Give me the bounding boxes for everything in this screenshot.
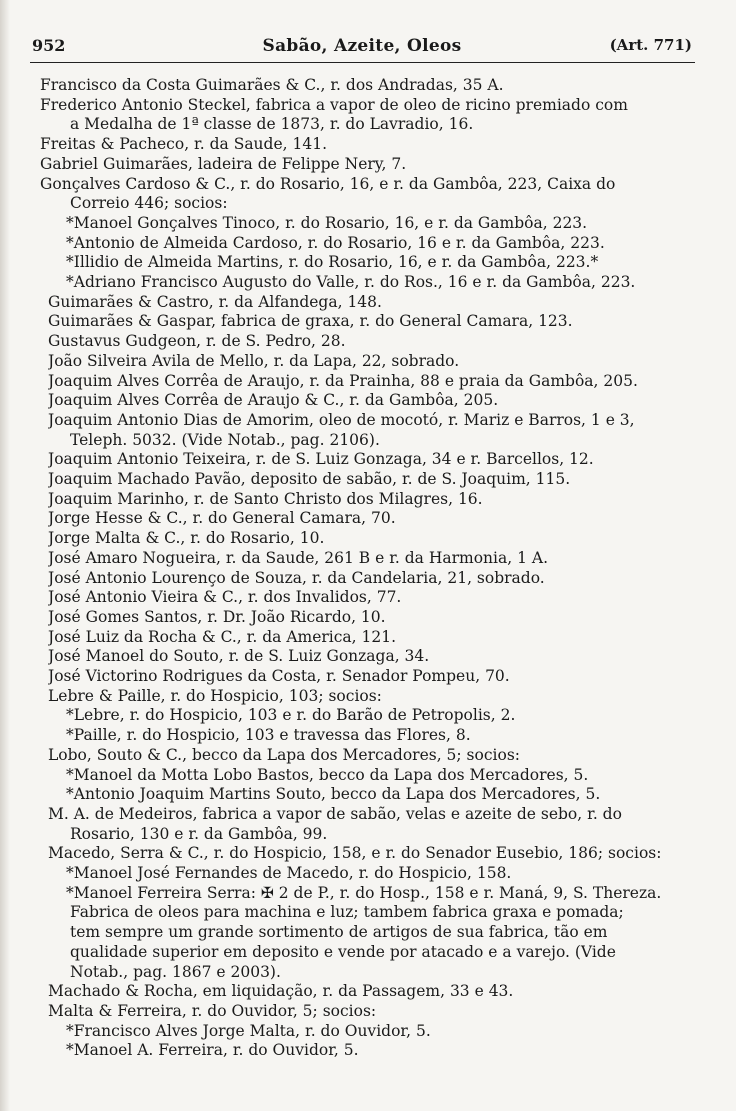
- directory-entry: Guimarães & Gaspar, fabrica de graxa, r. do General Camara, 123.: [48, 312, 573, 331]
- page-header: [32, 36, 692, 60]
- entry-continuation: Correio 446; socios:: [70, 194, 228, 213]
- directory-entry: Joaquim Machado Pavão, deposito de sabão, r. de S. Joaquim, 115.: [48, 470, 571, 488]
- directory-entry: Jorge Malta & C., r. do Rosario, 10.: [48, 529, 325, 548]
- directory-entry: Guimarães & Castro, r. da Alfandega, 148.: [48, 292, 382, 311]
- page-title: Sabão, Azeite, Oleos: [262, 36, 462, 56]
- partner-entry: *Lebre, r. do Hospicio, 103 e r. do Barão de Petropolis, 2.: [66, 706, 516, 725]
- directory-entry: José Gomes Santos, r. Dr. João Ricardo, 10.: [48, 607, 386, 626]
- page-edge-shadow: [0, 0, 10, 1111]
- directory-entry: Joaquim Antonio Dias de Amorim, oleo de mocotó, r. Mariz e Barros, 1 e 3,: [48, 410, 635, 429]
- directory-entry: Machado & Rocha, em liquidação, r. da Passagem, 33 e 43.: [48, 982, 514, 1001]
- directory-entry: Joaquim Antonio Teixeira, r. de S. Luiz Gonzaga, 34 e r. Barcellos, 12.: [48, 450, 594, 469]
- directory-entry: Joaquim Alves Corrêa de Araujo, r. da Prainha, 88 e praia da Gambôa, 205.: [48, 371, 638, 390]
- directory-entry: José Amaro Nogueira, r. da Saude, 261 B e r. da Harmonia, 1 A.: [48, 548, 548, 567]
- partner-entry: *Manoel Gonçalves Tinoco, r. do Rosario, 16, e r. da Gambôa, 223.: [66, 213, 588, 232]
- directory-entry: José Victorino Rodrigues da Costa, r. Senador Pompeu, 70.: [48, 667, 510, 685]
- partner-entry: *Manoel da Motta Lobo Bastos, becco da Lapa dos Mercadores, 5.: [66, 765, 589, 784]
- directory-entry: José Manoel do Souto, r. de S. Luiz Gonzaga, 34.: [48, 647, 430, 666]
- directory-entry: Gabriel Guimarães, ladeira de Felippe Nery, 7.: [40, 154, 407, 173]
- page-number: 952: [32, 36, 66, 55]
- directory-entry: Macedo, Serra & C., r. do Hospicio, 158, e r. do Senador Eusebio, 186; socios:: [48, 844, 662, 863]
- entry-continuation: tem sempre um grande sortimento de artigos de sua fabrica, tão em: [70, 923, 608, 942]
- partner-entry: *Antonio de Almeida Cardoso, r. do Rosario, 16 e r. da Gambôa, 223.: [66, 233, 605, 252]
- partner-entry: *Manoel José Fernandes de Macedo, r. do Hospicio, 158.: [66, 864, 512, 882]
- article-reference: (Art. 771): [609, 36, 692, 54]
- directory-entry: José Antonio Vieira & C., r. dos Invalidos, 77.: [48, 588, 402, 607]
- directory-entry: Frederico Antonio Steckel, fabrica a vapor de oleo de ricino premiado com: [40, 95, 628, 114]
- directory-entry: Malta & Ferreira, r. do Ouvidor, 5; socios:: [48, 1001, 377, 1020]
- entry-continuation: qualidade superior em deposito e vende por atacado e a varejo. (Vide: [70, 942, 616, 961]
- header-rule: [30, 62, 695, 63]
- entry-continuation: Notab., pag. 1867 e 2003).: [70, 962, 281, 981]
- directory-entry: José Antonio Lourenço de Souza, r. da Candelaria, 21, sobrado.: [48, 568, 545, 587]
- partner-entry: *Francisco Alves Jorge Malta, r. do Ouvidor, 5.: [66, 1021, 431, 1040]
- directory-entry: João Silveira Avila de Mello, r. da Lapa, 22, sobrado.: [48, 351, 460, 370]
- directory-entry: M. A. de Medeiros, fabrica a vapor de sabão, velas e azeite de sebo, r. do: [48, 804, 622, 823]
- directory-entry: Jorge Hesse & C., r. do General Camara, 70.: [48, 509, 396, 528]
- directory-entry: Francisco da Costa Guimarães & C., r. dos Andradas, 35 A.: [40, 76, 504, 94]
- directory-entry: Freitas & Pacheco, r. da Saude, 141.: [40, 135, 327, 154]
- partner-entry: *Manoel Ferreira Serra: ✠ 2 de P., r. do Hosp., 158 e r. Maná, 9, S. Thereza.: [66, 883, 662, 902]
- entry-continuation: Rosario, 130 e r. da Gambôa, 99.: [70, 824, 328, 843]
- partner-entry: *Manoel A. Ferreira, r. do Ouvidor, 5.: [66, 1041, 359, 1060]
- directory-entry: Joaquim Marinho, r. de Santo Christo dos Milagres, 16.: [48, 489, 483, 508]
- partner-entry: *Illidio de Almeida Martins, r. do Rosario, 16, e r. da Gambôa, 223.*: [66, 253, 599, 272]
- directory-entry: Gustavus Gudgeon, r. de S. Pedro, 28.: [48, 332, 346, 351]
- partner-entry: *Paille, r. do Hospicio, 103 e travessa das Flores, 8.: [66, 726, 471, 745]
- directory-entry: Gonçalves Cardoso & C., r. do Rosario, 16, e r. da Gambôa, 223, Caixa do: [40, 174, 616, 193]
- directory-entry: Lebre & Paille, r. do Hospicio, 103; socios:: [48, 686, 382, 705]
- directory-entry: José Luiz da Rocha & C., r. da America, 121.: [48, 627, 397, 646]
- partner-entry: *Adriano Francisco Augusto do Valle, r. do Ros., 16 e r. da Gambôa, 223.: [66, 273, 636, 291]
- partner-entry: *Antonio Joaquim Martins Souto, becco da Lapa dos Mercadores, 5.: [66, 785, 601, 804]
- entry-continuation: Fabrica de oleos para machina e luz; tambem fabrica graxa e pomada;: [70, 903, 624, 922]
- entry-continuation: Teleph. 5032. (Vide Notab., pag. 2106).: [70, 430, 380, 449]
- entry-continuation: a Medalha de 1ª classe de 1873, r. do Lavradio, 16.: [70, 115, 474, 134]
- directory-entry: Lobo, Souto & C., becco da Lapa dos Mercadores, 5; socios:: [48, 745, 520, 764]
- directory-entry: Joaquim Alves Corrêa de Araujo & C., r. da Gambôa, 205.: [48, 391, 499, 410]
